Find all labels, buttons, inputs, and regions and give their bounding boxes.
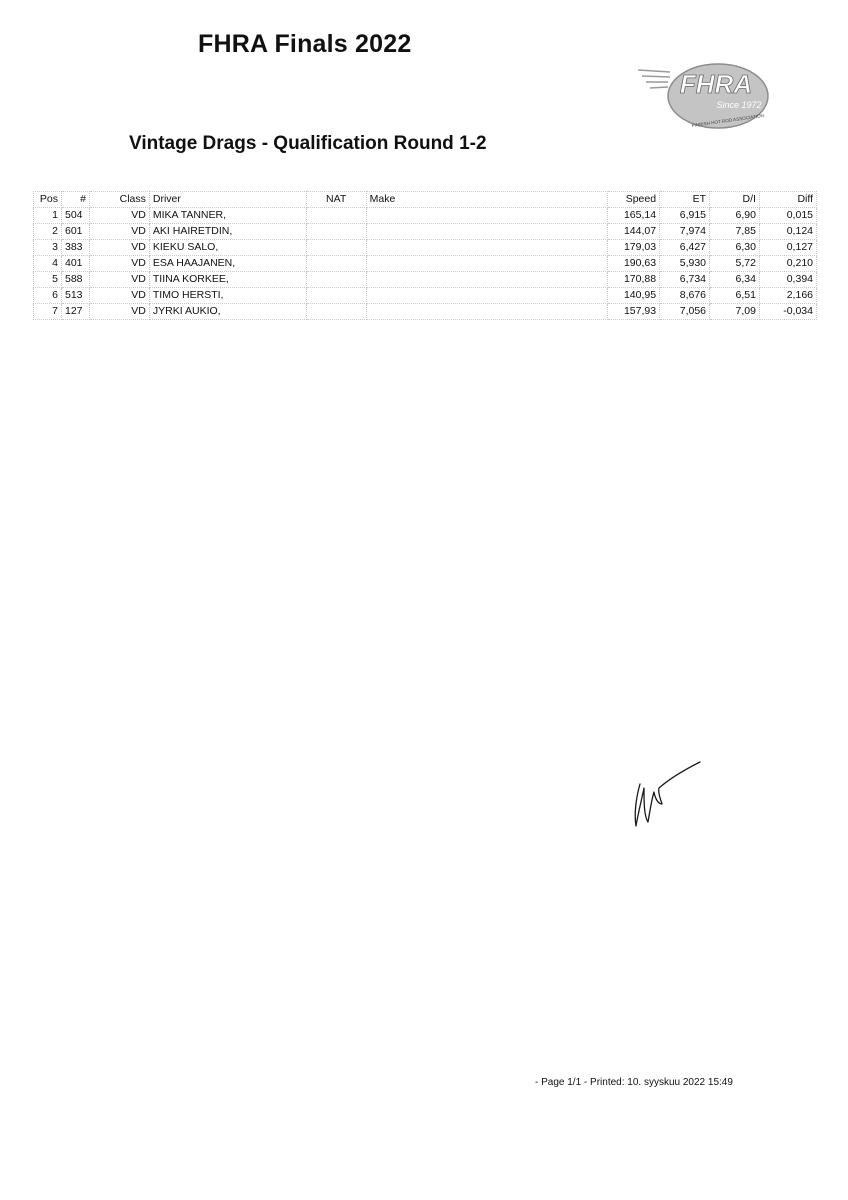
cell-speed: 157,93 (608, 304, 660, 320)
cell-class: VD (89, 240, 149, 256)
col-header-et: ET (660, 192, 710, 208)
col-header-driver: Driver (149, 192, 306, 208)
cell-pos: 5 (34, 272, 62, 288)
cell-diff: 0,124 (759, 224, 816, 240)
cell-di: 7,85 (710, 224, 760, 240)
cell-class: VD (89, 224, 149, 240)
cell-speed: 144,07 (608, 224, 660, 240)
cell-diff: 0,210 (759, 256, 816, 272)
cell-make (366, 208, 607, 224)
cell-di: 5,72 (710, 256, 760, 272)
cell-et: 8,676 (660, 288, 710, 304)
cell-di: 6,51 (710, 288, 760, 304)
col-header-make: Make (366, 192, 607, 208)
cell-make (366, 272, 607, 288)
table-row (34, 208, 817, 224)
cell-di: 6,34 (710, 272, 760, 288)
cell-speed: 170,88 (608, 272, 660, 288)
cell-class: VD (89, 256, 149, 272)
cell-speed: 140,95 (608, 288, 660, 304)
table-row (34, 256, 817, 272)
cell-et: 7,974 (660, 224, 710, 240)
table-row (34, 240, 817, 256)
cell-diff: 0,127 (759, 240, 816, 256)
cell-nat (306, 240, 366, 256)
cell-di: 7,09 (710, 304, 760, 320)
cell-nat (306, 208, 366, 224)
table-row (34, 224, 817, 240)
cell-pos: 3 (34, 240, 62, 256)
logo-since-text: Since 1972 (716, 100, 762, 110)
cell-speed: 190,63 (608, 256, 660, 272)
page-title: FHRA Finals 2022 (198, 30, 412, 58)
cell-pos: 1 (34, 208, 62, 224)
cell-pos: 2 (34, 224, 62, 240)
cell-number: 588 (61, 272, 89, 288)
cell-pos: 6 (34, 288, 62, 304)
cell-diff: -0,034 (759, 304, 816, 320)
cell-speed: 179,03 (608, 240, 660, 256)
logo-org-text: FINNISH HOT ROD ASSOCIATION (691, 112, 765, 129)
logo-main-text: FHRA (679, 69, 753, 99)
cell-diff: 0,394 (759, 272, 816, 288)
col-header-nat: NAT (306, 192, 366, 208)
cell-et: 7,056 (660, 304, 710, 320)
cell-driver: MIKA TANNER, (149, 208, 306, 224)
cell-class: VD (89, 288, 149, 304)
cell-nat (306, 304, 366, 320)
col-header-class: Class (89, 192, 149, 208)
handwritten-signature (628, 758, 704, 830)
page-footer: - Page 1/1 - Printed: 10. syyskuu 2022 15:49 (535, 1077, 733, 1088)
cell-et: 6,427 (660, 240, 710, 256)
cell-make (366, 224, 607, 240)
logo-speed-lines (638, 70, 670, 88)
cell-pos: 4 (34, 256, 62, 272)
cell-driver: AKI HAIRETDIN, (149, 224, 306, 240)
cell-make (366, 288, 607, 304)
table-row (34, 304, 817, 320)
cell-nat (306, 224, 366, 240)
col-header-di: D/I (710, 192, 760, 208)
cell-pos: 7 (34, 304, 62, 320)
cell-di: 6,90 (710, 208, 760, 224)
cell-class: VD (89, 272, 149, 288)
cell-speed: 165,14 (608, 208, 660, 224)
fhra-logo (636, 56, 772, 132)
cell-class: VD (89, 304, 149, 320)
cell-et: 5,930 (660, 256, 710, 272)
cell-diff: 0,015 (759, 208, 816, 224)
page-subtitle: Vintage Drags - Qualification Round 1-2 (129, 133, 487, 154)
col-header-pos: Pos (34, 192, 62, 208)
cell-number: 601 (61, 224, 89, 240)
table-row (34, 272, 817, 288)
cell-number: 383 (61, 240, 89, 256)
cell-number: 513 (61, 288, 89, 304)
cell-make (366, 304, 607, 320)
table-row (34, 288, 817, 304)
results-table (33, 191, 817, 320)
cell-number: 504 (61, 208, 89, 224)
col-header-diff: Diff (759, 192, 816, 208)
cell-diff: 2,166 (759, 288, 816, 304)
cell-number: 401 (61, 256, 89, 272)
cell-nat (306, 256, 366, 272)
cell-di: 6,30 (710, 240, 760, 256)
cell-driver: TIMO HERSTI, (149, 288, 306, 304)
cell-driver: TIINA KORKEE, (149, 272, 306, 288)
cell-et: 6,734 (660, 272, 710, 288)
cell-et: 6,915 (660, 208, 710, 224)
cell-nat (306, 272, 366, 288)
col-header-speed: Speed (608, 192, 660, 208)
cell-make (366, 240, 607, 256)
cell-class: VD (89, 208, 149, 224)
cell-driver: ESA HAAJANEN, (149, 256, 306, 272)
cell-make (366, 256, 607, 272)
cell-driver: JYRKI AUKIO, (149, 304, 306, 320)
table-header-row (34, 192, 817, 208)
col-header-number: # (61, 192, 89, 208)
cell-driver: KIEKU SALO, (149, 240, 306, 256)
cell-nat (306, 288, 366, 304)
cell-number: 127 (61, 304, 89, 320)
